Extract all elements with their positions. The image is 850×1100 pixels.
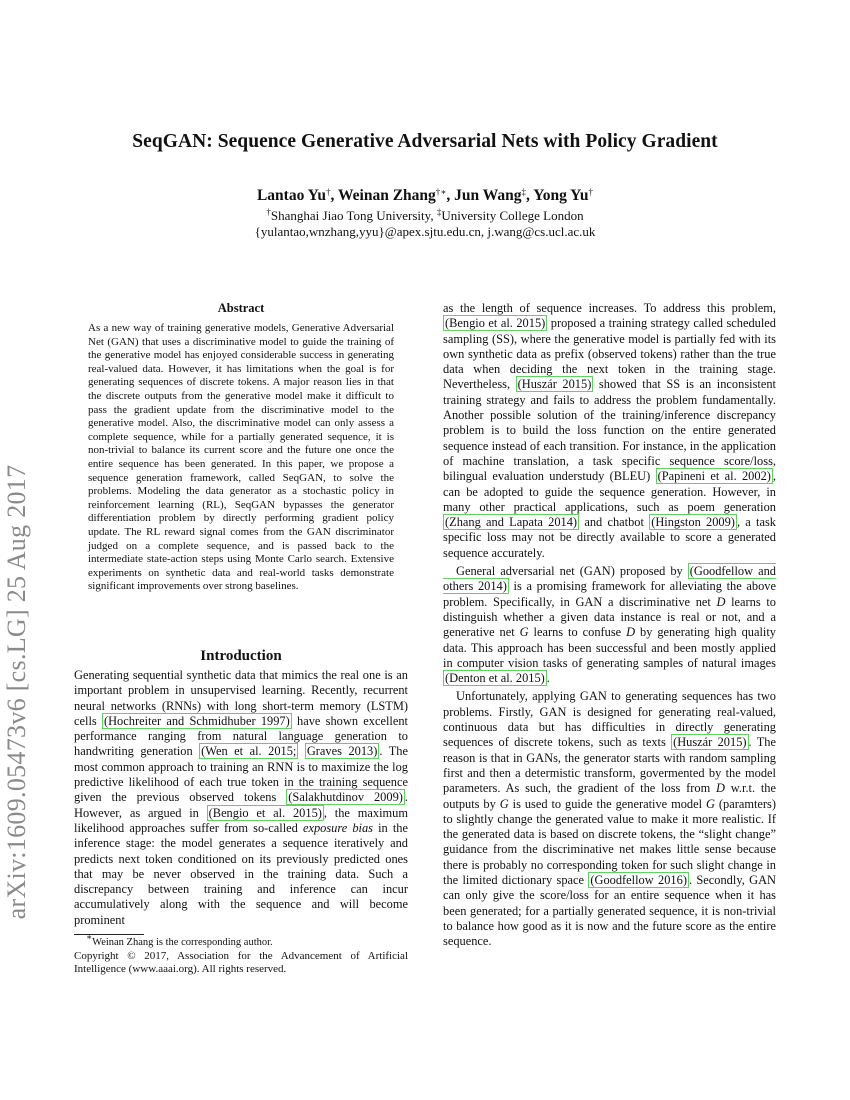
footnote-mark: ∗ [86, 932, 93, 942]
body-text: and chatbot [579, 515, 650, 530]
body-text: (paramters) to slightly change the generated value to make it more realistic. If the generated data is based on discrete tokens, the “slight change” guidance from the discriminative net makes little sense because there is probably no corresponding token for such slight change in the limited dictionary space [443, 796, 777, 887]
author-name: Yong Yu [533, 187, 589, 204]
citation-link[interactable]: (Salakhutdinov 2009) [288, 790, 403, 805]
abstract-text: As a new way of training generative models, Generative Adversarial Net (GAN) that uses a discriminative model to guide the training of the generative model has enjoyed considerable success in generating real-valued data. However, it has limitations when the goal is for generating sequences of discrete tokens. A major reason lies in that the discrete outputs from the generative model make it difficult to pass the gradient update from the discriminative model to the generative model. Also, the discriminative model can only assess a complete sequence, while for a partially generated sequence, it is non-trivial to balance its current score and the future one once the entire sequence has been generated. In this paper, we propose a sequence generation framework, called SeqGAN, to solve the problems. Modeling the data generator as a stochastic policy in reinforcement learning (RL), SeqGAN bypasses the generator differentiation problem by directly performing gradient policy update. The RL reward signal comes from the GAN discriminator judged on a complete sequence, and is passed back to the intermediate state-action steps using Monte Carlo search. Extensive experiments on synthetic data and real-world tasks demonstrate significant improvements over strong baselines. [88, 322, 394, 593]
citation-link[interactable]: (Huszár 2015) [673, 735, 747, 750]
citation-link[interactable]: (Hingston 2009) [651, 515, 735, 530]
citation-link[interactable]: (Wen et al. 2015; [201, 744, 297, 759]
math-variable: G [519, 625, 529, 640]
copyright-notice: Copyright © 2017, Association for the Advancement of Artificial Intelligence (www.aaai.org). All rights reserved. [74, 950, 408, 976]
citation-link[interactable]: (Denton et al. 2015) [445, 671, 545, 686]
affiliation: Shanghai Jiao Tong University, [270, 208, 437, 223]
citation-link[interactable]: Graves 2013) [306, 744, 378, 759]
affiliation-mark: †∗ [435, 187, 447, 197]
paragraph [443, 689, 776, 949]
author-name: Lantao Yu [256, 187, 327, 204]
author-emails: {yulantao,wnzhang,yyu}@apex.sjtu.edu.cn, j.wang@cs.ucl.ac.uk [254, 224, 596, 239]
citation-link[interactable]: (Huszár 2015) [517, 377, 592, 392]
body-text: learns to distinguish whether a given data instance is real or not, and a generative net [443, 594, 776, 640]
body-text: learns to confuse [528, 625, 627, 640]
math-variable: D [716, 781, 725, 796]
right-column [443, 301, 776, 952]
affiliation-mark: † [266, 207, 271, 217]
introduction-paragraph [74, 668, 408, 928]
body-text: w.r.t. the outputs by [443, 781, 777, 811]
affiliation-mark: ‡ [436, 207, 442, 217]
body-text: , can be adopted to guide the sequence generation. However, in many other practical applications, such as poem generation [443, 469, 776, 514]
body-text: showed that SS is an inconsistent training strategy and fails to address the problem fundamentally. Another possible solution of the training/inference discrepancy problem is to build the loss function on the entire generated sequence instead of each transition. For instance, in the application of machine translation, a task specific sequence score/loss, bilingual evaluation understudy (BLEU) [443, 377, 776, 484]
paragraph [443, 564, 776, 686]
citation-link[interactable]: (Hochreiter and Schmidhuber 1997) [103, 713, 290, 728]
citation-link[interactable]: (Bengio et al. 2015) [208, 805, 322, 820]
affiliations [0, 208, 850, 224]
citation-link[interactable]: (Goodfellow 2016) [590, 872, 687, 887]
body-text: is a promising framework for alleviating the above problem. Specifically, in GAN a discriminative net [443, 579, 776, 609]
body-text: . [546, 671, 550, 686]
body-text: proposed a training strategy called scheduled sampling (SS), where the generative model is partially fed with its own synthetic data as prefix (observed tokens) rather than the true data when deciding the next token in the training stage. Nevertheless, [443, 316, 776, 392]
abstract-heading: Abstract [217, 301, 265, 315]
emphasis-text: exposure bias [302, 820, 373, 835]
paragraph [443, 301, 776, 561]
footnote-divider [74, 934, 144, 935]
math-variable: D [716, 594, 726, 609]
body-text: Unfortunately, applying GAN to generating sequences has two problems. Firstly, GAN is designed for generating real-valued, continuous data but has difficulties in directly generating sequences of discrete tokens, such as texts [443, 689, 776, 750]
body-text: . The most common approach to training an RNN is to maximize the log predictive likelihood of each true token in the training sequence given the previous observed tokens [74, 744, 408, 805]
separator: , [330, 187, 339, 204]
body-text: . The reason is that in GANs, the generator starts with random sampling first and then a determistic transform, govermented by the model parameters. As such, the gradient of the loss from [443, 735, 776, 796]
body-text: in the inference stage: the model generates a sequence iteratively and predicts next token conditioned on its previously predicted ones that may be never observed in the training data. Such a discrepancy between training and inference can incur accumulatively along with the sequence and will become prominent [74, 820, 408, 927]
footnote-text: Weinan Zhang is the corresponding author. [92, 937, 273, 948]
affiliation-mark: ‡ [521, 187, 527, 197]
body-text: is used to guide the generative model [508, 796, 707, 811]
body-text: have shown excellent performance ranging from natural language generation to handwriting generation [74, 713, 409, 759]
affiliation-mark: † [588, 187, 594, 197]
affiliation: University College London [441, 208, 584, 223]
body-text: as the length of sequence increases. To address this problem, [443, 301, 776, 315]
introduction-heading: Introduction [200, 648, 282, 664]
separator: , [446, 187, 455, 204]
body-text: , the maximum likelihood approaches suffer from so-called [74, 805, 408, 835]
body-text: by generating high quality data. This approach has been successful and been mostly applied in computer vision tasks of generating samples of natural images [443, 625, 776, 670]
arxiv-id: arXiv:1609.05473v6 [cs.LG] 25 Aug 2017 [2, 464, 31, 920]
body-text: Generating sequential synthetic data that mimics the real one is an important problem in unsupervised learning. Recently, recurrent neural networks (RNNs) with long short-term memory (LSTM) cells [74, 668, 408, 728]
citation-link[interactable]: (Goodfellow and others 2014) [443, 564, 776, 594]
separator: , [526, 187, 534, 204]
author-name: Weinan Zhang [338, 187, 436, 204]
math-variable: G [706, 796, 715, 811]
math-variable: G [499, 796, 509, 811]
affiliation-mark: † [326, 187, 331, 197]
footnote [86, 932, 408, 948]
body-text: General adversarial net (GAN) proposed by [456, 564, 688, 579]
body-text: . However, as argued in [74, 790, 409, 820]
math-variable: D [626, 625, 636, 640]
author-name: Jun Wang [454, 187, 522, 204]
citation-link[interactable]: (Zhang and Lapata 2014) [445, 515, 578, 530]
body-text: . Secondly, GAN can only give the score/loss for an entire sequence when it has been generated; for a partially generated sequence, it is non-trivial to balance how good as it is now and the future score as the entire sequence. [443, 872, 776, 949]
citation-link[interactable]: (Bengio et al. 2015) [445, 316, 546, 331]
author-list [0, 187, 850, 205]
citation-link[interactable]: (Papineni et al. 2002) [657, 469, 771, 484]
paper-title: SeqGAN: Sequence Generative Adversarial Nets with Policy Gradient [132, 131, 718, 152]
body-text: , a task specific loss may not be directly available to score a generated sequence accurately. [443, 515, 777, 560]
